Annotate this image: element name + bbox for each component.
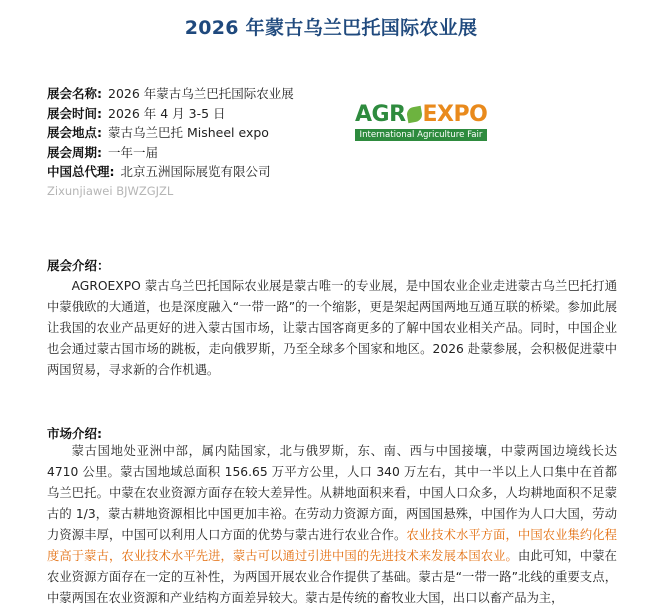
info-value: 2026 年蒙古乌兰巴托国际农业展: [108, 86, 294, 101]
market-paragraph: [47, 441, 617, 609]
agent-code: Zixunjiawei BJWZGJZL: [47, 183, 174, 198]
page-title: 2026 年蒙古乌兰巴托国际农业展: [184, 17, 478, 39]
logo-word-expo: EXPO: [422, 102, 488, 127]
logo-tagline: International Agriculture Fair: [355, 129, 487, 141]
info-value: 2026 年 4 月 3-5 日: [108, 105, 226, 121]
info-value: 一年一届: [108, 144, 159, 160]
info-row-time: [47, 104, 294, 124]
info-value: 蒙古乌兰巴托 Misheel expo: [108, 125, 269, 140]
info-label: 展会时间:: [47, 105, 102, 121]
info-row-name: [47, 84, 294, 104]
exhibition-info: [47, 84, 294, 201]
logo-wordmark: [355, 102, 487, 127]
info-row-cycle: [47, 143, 294, 163]
intro-heading: 展会介绍：: [47, 258, 110, 273]
info-value: 北京五洲国际展览有限公司: [120, 164, 271, 179]
market-highlight-text: 农业技术水平方面，中国农业集约化程度高于蒙古，农业技术水平先进，蒙古可以通过引进中国的先进技术来发展本国农业。: [47, 528, 617, 563]
logo-word-agro: AGR: [355, 102, 406, 127]
info-label: 中国总代理:: [47, 164, 115, 179]
info-label: 展会周期:: [47, 144, 102, 160]
market-text: 蒙古国地处亚洲中部，属内陆国家，北与俄罗斯，东、南、西与中国接壤，中蒙两国边境线长达 4710 公里。蒙古国地域总面积 156.65 万平方公里，人口 340 万左右，其中一半以上人口集中在首都乌兰巴托。中蒙在农业资源方面存在较大差异性。从耕地面积来看，中国人口众多，人均耕地面积不足蒙古的 1/3，蒙古耕地资源相比中国更加丰裕。在劳动力资源方面，两国国悬殊，中国作为人口大国，劳动力资源丰厚，中国可以利用人口方面的优势与蒙古进行农业合作。: [47, 444, 617, 542]
info-row-venue: [47, 123, 294, 143]
market-text-continued: 由此可知，中蒙在农业资源方面存在一定的互补性，为两国开展农业合作提供了基础。蒙古是“一带一路”北线的重要支点，中蒙两国在农业资源和产业结构方面差异较大。蒙古是传统的畜牧业大国，出口以畜产品为主，: [47, 549, 617, 605]
info-row-agent: [47, 162, 294, 182]
info-label: 展会地点:: [47, 125, 102, 140]
info-label: 展会名称:: [47, 86, 102, 101]
intro-paragraph: AGROEXPO 蒙古乌兰巴托国际农业展是蒙古唯一的专业展，是中国农业企业走进蒙古乌兰巴托打通中蒙俄欧的大通道，也是深度融入“一带一路”的一个缩影，更是架起两国两地互通互联的桥梁。参加此展让我国的农业产品更好的进入蒙古国市场，让蒙古国客商更多的了解中国农业相关产品。同时，中国企业也会通过蒙古国市场的跳板，走向俄罗斯，乃至全球多个国家和地区。2026 赴蒙参展，会积极促进蒙中两国贸易，寻求新的合作机遇。: [47, 279, 617, 377]
agroexpo-logo: [347, 100, 492, 144]
leaf-icon: [405, 106, 422, 123]
market-heading: 市场介绍:: [47, 426, 102, 441]
